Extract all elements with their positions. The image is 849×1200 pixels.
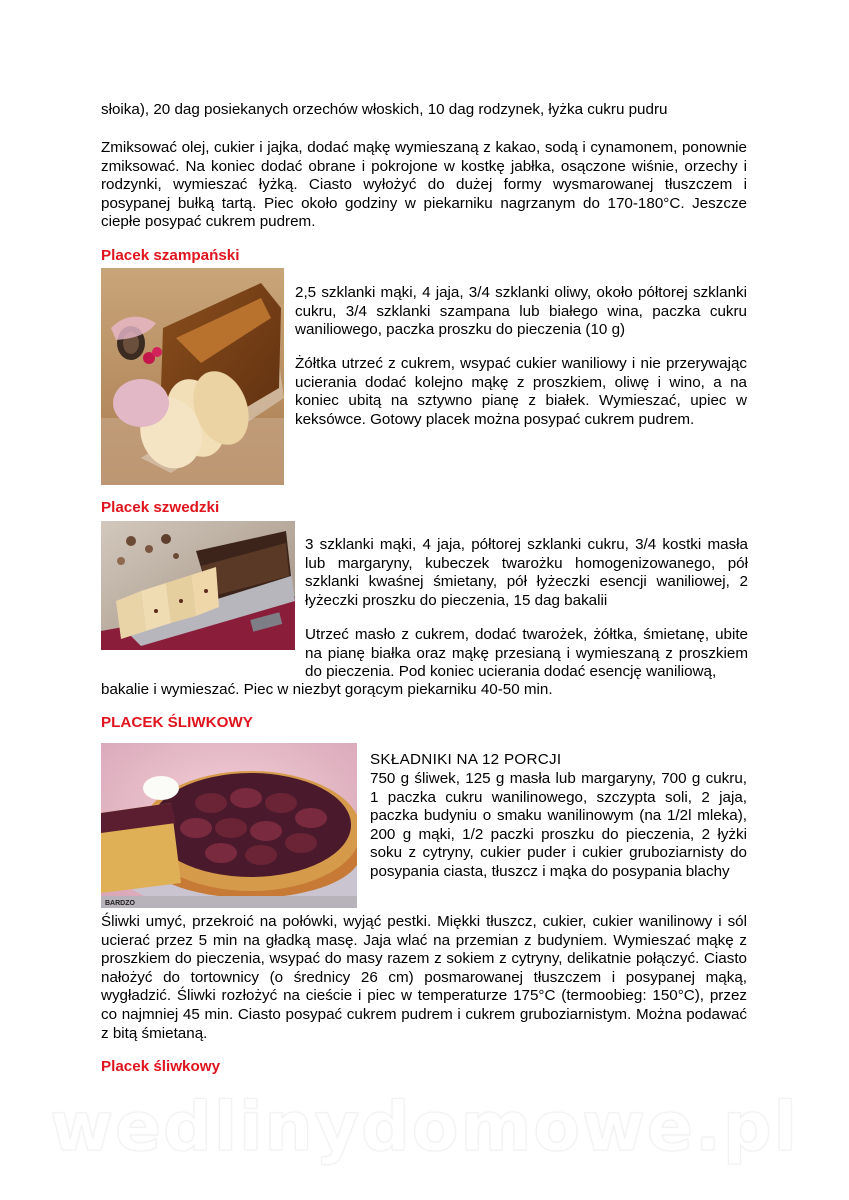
recipe-method-szwedzki-part1: Utrzeć masło z cukrem, dodać twarożek, żółtka, śmietanę, ubite na pianę białka oraz mąkę przesianą i wymieszaną z proszkiem do pieczenia. Pod koniec ucierania dodać esencję waniliową, [305,626,748,681]
portions-heading: SKŁADNIKI NA 12 PORCJI [370,751,562,768]
recipe-ingredients-sliwkowy: 750 g śliwek, 125 g masła lub margaryny, 700 g cukru, 1 paczka cukru wanilinowego, szczypta soli, 2 jaja, paczka budyniu o smaku wanilinowym (na 1/2l mleka), 200 g mąki, 1/2 paczki proszku do pieczenia, 2 łyżki soku z cytryny, cukier puder i cukier gruboziarnisty do posypania ciasta, tłuszcz i mąka do posypania blachy [370,770,747,880]
recipe-title-placek-szwedzki: Placek szwedzki [101,499,220,516]
cake-photo-szwedzki [101,521,295,650]
site-watermark: wedlinydomowe.pl [50,1088,799,1167]
recipe-title-placek-szampanski: Placek szampański [101,247,240,264]
recipe-ingredients-szampanski: 2,5 szklanki mąki, 4 jaja, 3/4 szklanki oliwy, około półtorej szklanki cukru, 3/4 szklanki szampana lub białego wina, paczka cukru waniliowego, paczka proszku do pieczenia (10 g) [295,284,747,339]
ingredients-continued: słoika), 20 dag posiekanych orzechów włoskich, 10 dag rodzynek, łyżka cukru pudru [101,101,668,118]
photo-caption: BARDZO [105,900,135,907]
recipe-method-szampanski: Żółtka utrzeć z cukrem, wsypać cukier waniliowy i nie przerywając ucierania dodać kolejno mąkę z proszkiem, oliwę i wino, a na koniec ubitą na sztywno pianę z białek. Wymieszać, upiec w keksówce. Gotowy placek można posypać cukrem pudrem. [295,355,747,428]
recipe-method-sliwkowy: Śliwki umyć, przekroić na połówki, wyjąć pestki. Miękki tłuszcz, cukier, cukier wanilinowy i sól ucierać przez 5 min na gładką masę. Jaja wlać na przemian z budyniem. Wymieszać mąkę z proszkiem do pieczenia, wsypać do masy razem z sokiem z cytryny, delikatnie połączyć. Ciasto nałożyć do tortownicy (o średnicy 26 cm) posmarowanej tłuszczem i posypanej mąką, wygładzić. Śliwki rozłożyć na cieście i piec w temperaturze 175°C (termoobieg: 150°C), przez co najmniej 45 min. Ciasto posypać cukrem pudrem i cukrem gruboziarnistym. Można podawać z bitą śmietaną. [101,913,747,1042]
recipe-ingredients-szwedzki: 3 szklanki mąki, 4 jaja, półtorej szklanki cukru, 3/4 kostki masła lub margaryny, kubeczek twarożku homogenizowanego, pół szklanki kwaśnej śmietany, pół łyżeczki esencji waniliowej, 2 łyżeczki proszku do pieczenia, 15 dag bakalii [305,536,748,609]
recipe-method-szwedzki-part2: bakalie i wymieszać. Piec w niezbyt gorącym piekarniku 40-50 min. [101,681,553,698]
cake-photo-szampanski [101,268,284,485]
cake-photo-sliwkowy [101,743,357,908]
recipe-title-placek-sliwkowy-upper: PLACEK ŚLIWKOWY [101,714,253,731]
recipe-title-placek-sliwkowy: Placek śliwkowy [101,1058,221,1075]
recipe-method-continued: Zmiksować olej, cukier i jajka, dodać mąkę wymieszaną z kakao, sodą i cynamonem, ponownie zmiksować. Na koniec dodać obrane i pokrojone w kostkę jabłka, osączone wiśnie, orzechy i rodzynki, wymieszać łyżką. Ciasto wyłożyć do dużej formy wysmarowanej tłuszczem i posypanej bułką tartą. Piec około godziny w piekarniku nagrzanym do 170-180°C. Jeszcze ciepłe posypać cukrem pudrem. [101,139,747,231]
